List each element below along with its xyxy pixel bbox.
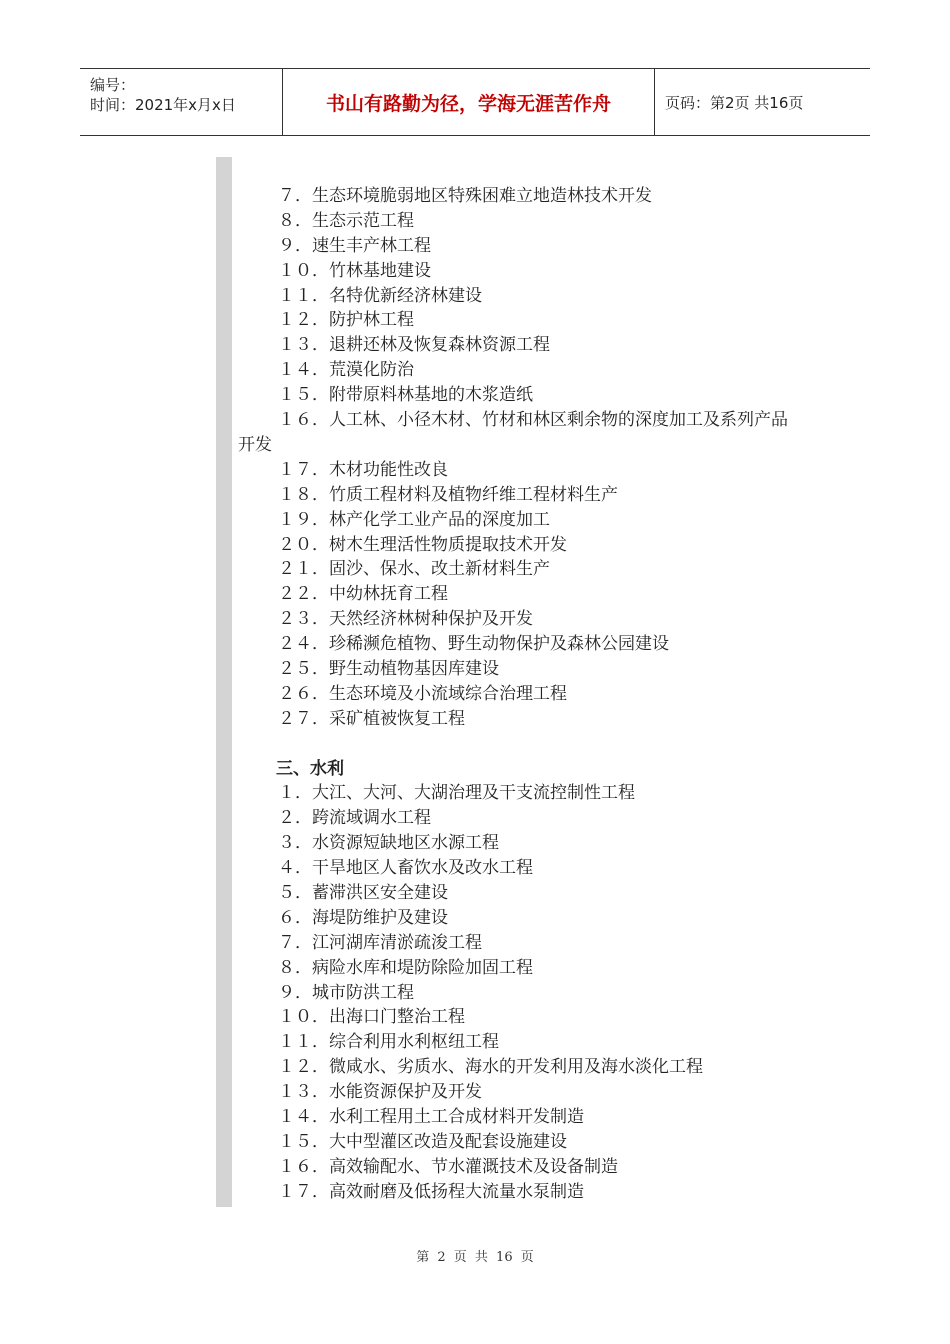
list-item: １８．竹质工程材料及植物纤维工程材料生产	[278, 484, 618, 505]
list-item: ８．生态示范工程	[278, 210, 414, 231]
list-item: １７．木材功能性改良	[278, 459, 448, 480]
list-item: ９．城市防洪工程	[278, 982, 414, 1003]
document-body	[238, 184, 798, 1205]
list-item: １３．退耕还林及恢复森林资源工程	[278, 335, 550, 356]
list-item: ３．水资源短缺地区水源工程	[278, 833, 499, 854]
list-item: １６．高效输配水、节水灌溉技术及设备制造	[278, 1156, 618, 1177]
section-title-water: 三、水利	[276, 758, 344, 779]
list-item: １．大江、大河、大湖治理及干支流控制性工程	[278, 783, 635, 804]
list-item: １９．林产化学工业产品的深度加工	[278, 509, 550, 530]
section-gap	[238, 732, 798, 757]
document-number-label: 编号：	[90, 76, 136, 94]
list-item: ２．跨流域调水工程	[278, 808, 431, 829]
list-item: ２１．固沙、保水、改土新材料生产	[278, 559, 550, 580]
list-item: ８．病险水库和堤防除险加固工程	[278, 957, 533, 978]
list-item: １０．出海口门整治工程	[278, 1007, 465, 1028]
list-item: ４．干旱地区人畜饮水及改水工程	[278, 858, 533, 879]
page-footer: 第 2 页 共 16 页	[416, 1250, 534, 1265]
list-item: １７．高效耐磨及低扬程大流量水泵制造	[278, 1181, 584, 1202]
list-item: １２．防护林工程	[278, 310, 414, 331]
list-item: ２５．野生动植物基因库建设	[278, 658, 499, 679]
list-item: ６．海堤防维护及建设	[278, 907, 448, 928]
document-time-label: 时间：2021年x月x日	[90, 96, 236, 114]
list-item: ２０．树木生理活性物质提取技术开发	[278, 534, 567, 555]
list-item: ２２．中幼林抚育工程	[278, 584, 448, 605]
list-item: ２４．珍稀濒危植物、野生动物保护及森林公园建设	[278, 634, 669, 655]
list-item: １５．大中型灌区改造及配套设施建设	[278, 1131, 567, 1152]
list-item: ２６．生态环境及小流域综合治理工程	[278, 683, 567, 704]
list-item: ２３．天然经济林树种保护及开发	[278, 609, 533, 630]
list-item: ５．蓄滞洪区安全建设	[278, 882, 448, 903]
list-item: １３．水能资源保护及开发	[278, 1082, 482, 1103]
list-item: １４．水利工程用土工合成材料开发制造	[278, 1106, 584, 1127]
list-item: ２７．采矿植被恢复工程	[278, 708, 465, 729]
page-header	[80, 68, 870, 136]
header-page-info: 页码：第2页 共16页	[665, 93, 804, 112]
list-item: １１．名特优新经济林建设	[278, 285, 482, 306]
list-item: １２．微咸水、劣质水、海水的开发利用及海水淡化工程	[278, 1057, 703, 1078]
margin-bar	[216, 157, 232, 1207]
list-item: １６．人工林、小径木材、竹材和林区剩余物的深度加工及系列产品开发	[238, 410, 788, 455]
list-item: １５．附带原料林基地的木浆造纸	[278, 385, 533, 406]
header-motto: 书山有路勤为径，学海无涯苦作舟	[283, 69, 655, 135]
header-meta	[80, 69, 283, 135]
list-item: １０．竹林基地建设	[278, 260, 431, 281]
list-item: １４．荒漠化防治	[278, 360, 414, 381]
list-item: ７．生态环境脆弱地区特殊困难立地造林技术开发	[278, 186, 652, 206]
list-item: ７．江河湖库清淤疏浚工程	[278, 932, 482, 953]
list-item: ９．速生丰产林工程	[278, 235, 431, 256]
list-item: １１．综合利用水利枢纽工程	[278, 1032, 499, 1053]
